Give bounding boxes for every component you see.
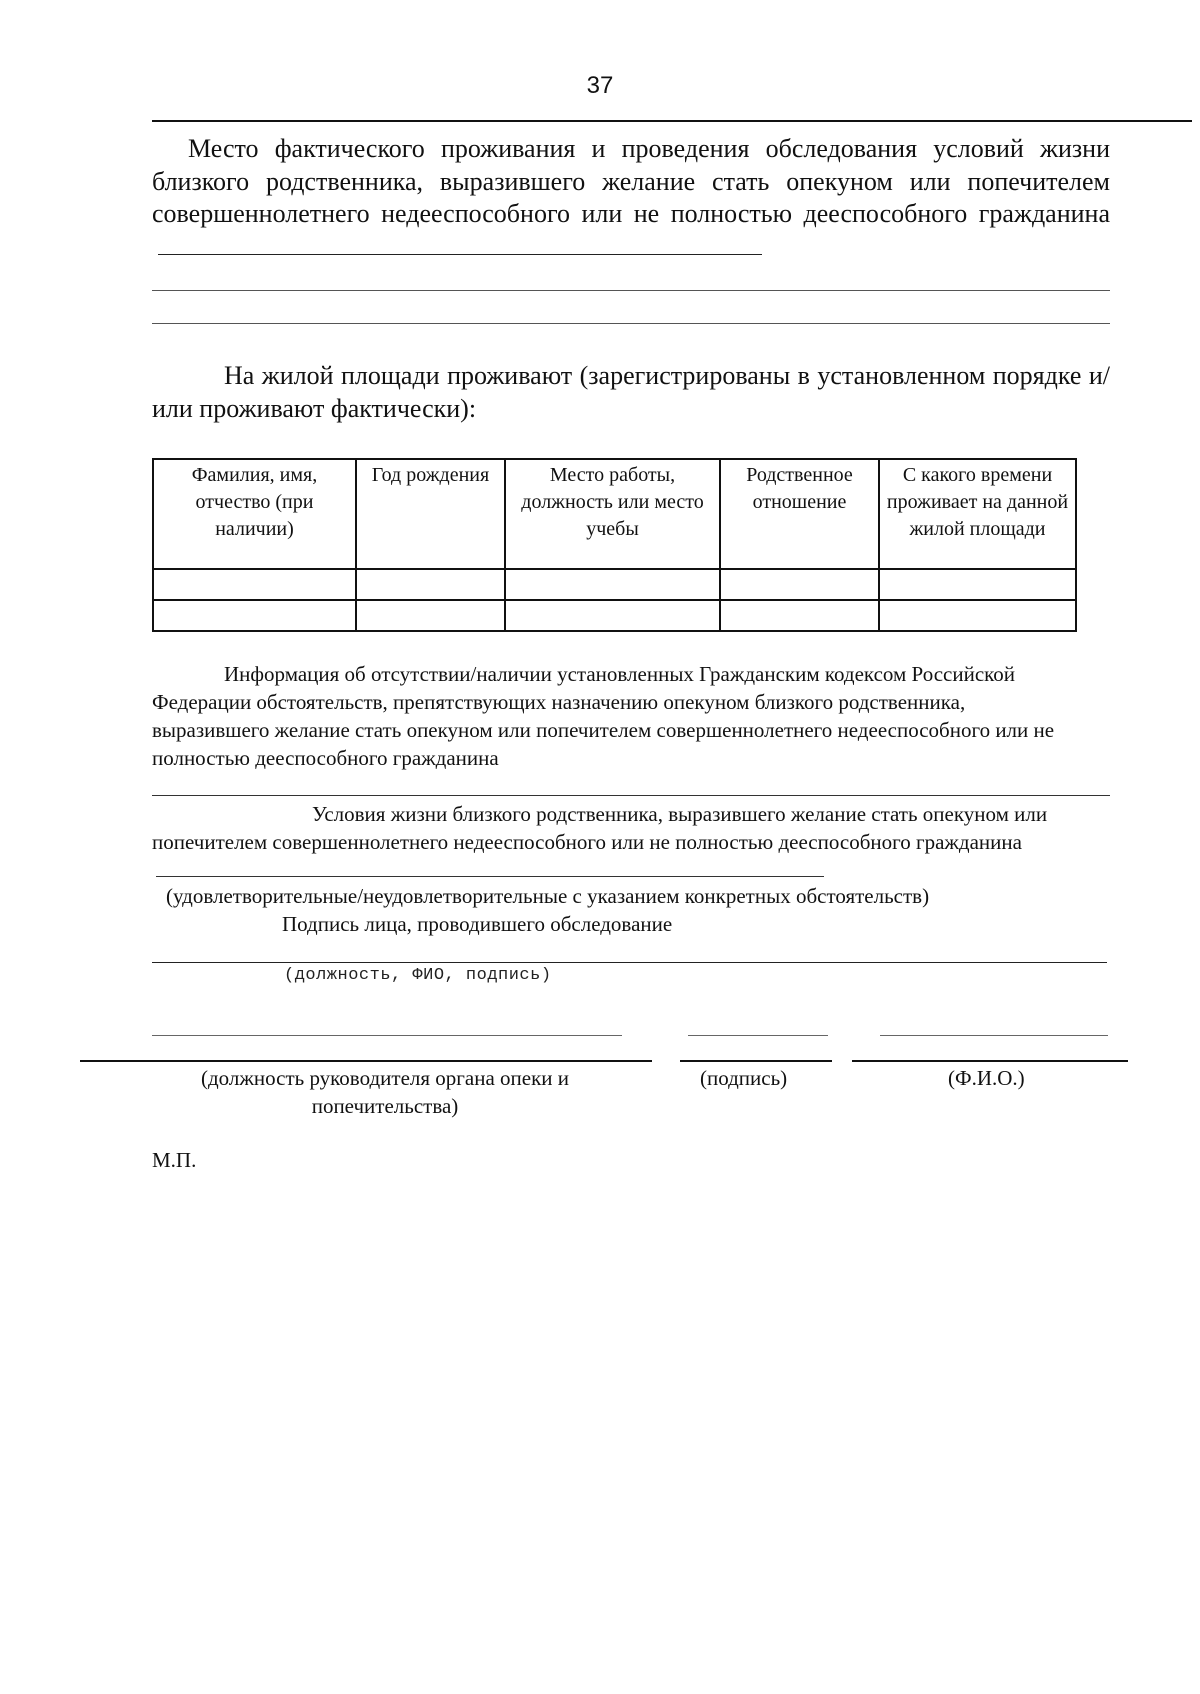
info-fill-line[interactable] — [152, 795, 1110, 796]
info-text: Информация об отсутствии/наличии установленных Гражданским кодексом Российской Федерации обстоятельств, препятствующих назначению опекуном близкого родственника, выразившего желание стать опекуном или попечителем совершеннолетнего недееспособного или не полностью дееспособного гражданина — [152, 662, 1055, 770]
living-text: На жилой площади проживают (зарегистрированы в установленном порядке и/или проживают фактически): — [152, 361, 1110, 423]
signature-line[interactable] — [152, 962, 1107, 963]
col-header-birth-year: Год рождения — [356, 459, 505, 569]
col-header-since: С какого времени проживает на данной жилой площади — [879, 459, 1076, 569]
col-header-name: Фамилия, имя, отчество (при наличии) — [153, 459, 356, 569]
residence-fill-line-3[interactable] — [152, 323, 1110, 324]
position-caption: (должность руководителя органа опеки и попечительства) — [200, 1066, 570, 1118]
table-row — [153, 600, 1076, 631]
residence-fill-line-2[interactable] — [152, 290, 1110, 291]
name-line[interactable] — [852, 1060, 1128, 1062]
stamp-label: М.П. — [152, 1148, 197, 1172]
table-cell[interactable] — [153, 569, 356, 600]
signature-thin-line — [688, 1035, 828, 1036]
signature-title: Подпись лица, проводившего обследование — [282, 912, 673, 936]
conditions-fill-line[interactable] — [156, 875, 824, 877]
header-rule — [152, 120, 1192, 122]
name-thin-line — [880, 1035, 1108, 1036]
residence-paragraph — [152, 133, 1110, 263]
table-row — [153, 569, 1076, 600]
name-caption: (Ф.И.О.) — [948, 1066, 1025, 1090]
info-paragraph — [152, 660, 1072, 772]
table-header-row — [153, 459, 1076, 569]
table-cell[interactable] — [153, 600, 356, 631]
col-header-relation: Родственное отношение — [720, 459, 879, 569]
position-thin-line — [152, 1035, 622, 1036]
signature-caption: (подпись) — [700, 1066, 788, 1090]
table-cell[interactable] — [505, 569, 720, 600]
table-cell[interactable] — [505, 600, 720, 631]
signature-line-footer[interactable] — [680, 1060, 832, 1062]
table-cell[interactable] — [879, 600, 1076, 631]
conditions-paragraph — [152, 800, 1112, 884]
table-cell[interactable] — [356, 569, 505, 600]
residents-table — [152, 458, 1077, 632]
conditions-hint: (удовлетворительные/неудовлетворительные с указанием конкретных обстоятельств) — [166, 884, 930, 908]
position-line[interactable] — [80, 1060, 652, 1062]
table-cell[interactable] — [720, 600, 879, 631]
table-cell[interactable] — [720, 569, 879, 600]
col-header-workplace: Место работы, должность или место учебы — [505, 459, 720, 569]
living-paragraph — [152, 360, 1110, 425]
table-cell[interactable] — [356, 600, 505, 631]
page-number: 37 — [586, 72, 614, 99]
table-cell[interactable] — [879, 569, 1076, 600]
conditions-text: Условия жизни близкого родственника, выразившего желание стать опекуном или попечителем совершеннолетнего недееспособного или не полностью дееспособного гражданина — [152, 802, 1048, 854]
signature-hint: (должность, ФИО, подпись) — [284, 966, 552, 985]
residence-fill-line[interactable] — [158, 253, 762, 255]
residence-text: Место фактического проживания и проведения обследования условий жизни близкого родственника, выразившего желание стать опекуном или попечителем совершеннолетнего недееспособного или не полностью дееспособного гражданина — [152, 134, 1110, 228]
